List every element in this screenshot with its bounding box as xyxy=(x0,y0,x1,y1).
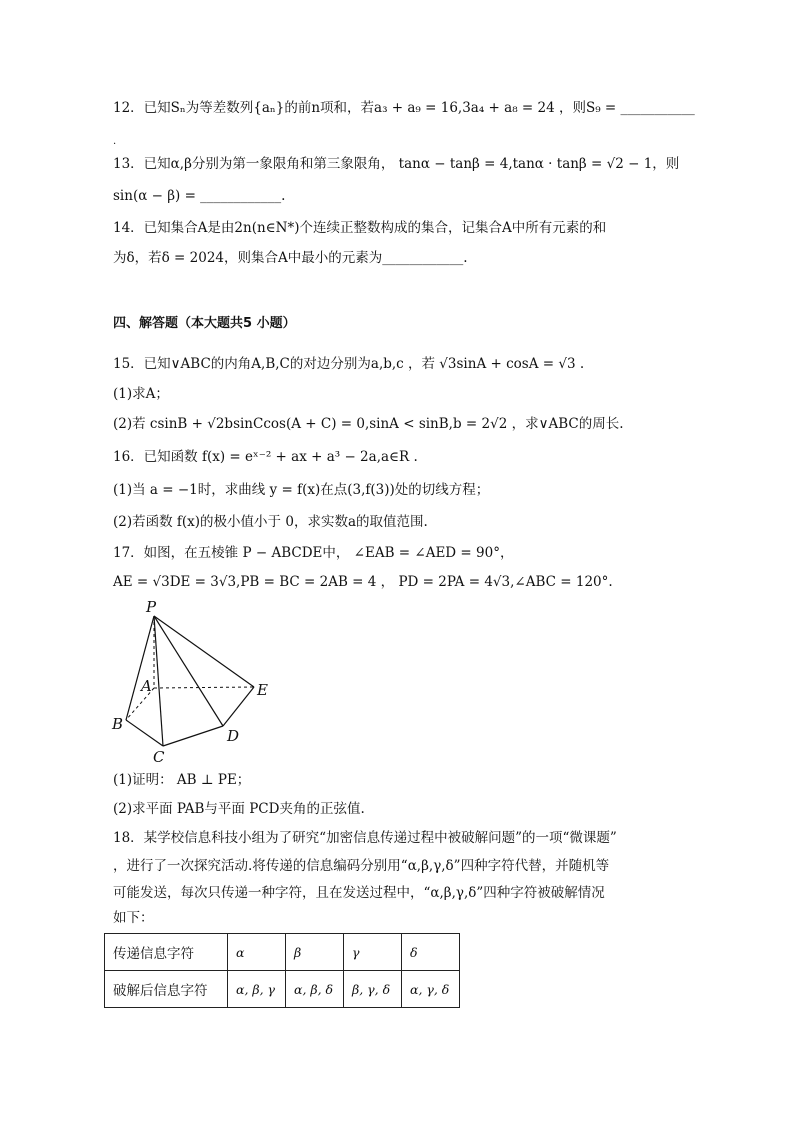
question-15-part1: (1)求A； xyxy=(113,386,169,402)
question-13-line1: 13．已知α,β分别为第一象限角和第三象限角， tanα − tanβ = 4,tanα · tanβ = √2 − 1，则 xyxy=(113,156,680,172)
cipher-table xyxy=(104,933,460,1008)
edge-PC xyxy=(154,616,163,746)
table-cell: β xyxy=(286,934,344,971)
question-13-line2: sin(α − β) = ____________. xyxy=(113,188,286,204)
question-16-part2: (2)若函数 f(x)的极小值小于 0，求实数a的取值范围. xyxy=(113,514,428,530)
table-row xyxy=(105,971,460,1008)
section-title: 四、解答题（本大题共5 小题） xyxy=(113,316,296,331)
edge-DE xyxy=(223,687,254,726)
question-17-stem: 17．如图，在五棱锥 P − ABCDE中， ∠EAB = ∠AED = 90°， xyxy=(113,545,514,561)
table-cell: α, γ, δ xyxy=(402,971,460,1008)
table-cell: α, β, δ xyxy=(286,971,344,1008)
edge-PE xyxy=(154,616,254,687)
question-18-line3: 可能发送，每次只传递一种字符，且在发送过程中，“α,β,γ,δ”四种字符被破解情况 xyxy=(113,885,605,901)
question-17-part2: (2)求平面 PAB与平面 PCD夹角的正弦值. xyxy=(113,801,365,817)
question-17-conditions: AE = √3DE = 3√3,PB = BC = 2AB = 4 ， PD = 2PA = 4√3,∠ABC = 120°. xyxy=(113,574,613,590)
question-17-part1: (1)证明： AB ⊥ PE； xyxy=(113,772,251,788)
question-16-stem: 16．已知函数 f(x) = eˣ⁻² + ax + a³ − 2a,a∈R . xyxy=(113,449,418,465)
table-cell: α, β, γ xyxy=(228,971,286,1008)
edge-PD xyxy=(154,616,223,726)
question-16-part1: (1)当 a = −1时，求曲线 y = f(x)在点(3,f(3))处的切线方程； xyxy=(113,482,490,498)
table-row-header: 破解后信息字符 xyxy=(105,971,228,1008)
table-cell: β, γ, δ xyxy=(344,971,402,1008)
stray-period: . xyxy=(113,136,117,147)
question-18-line1: 18．某学校信息科技小组为了研究“加密信息传递过程中被破解问题”的一项“微课题” xyxy=(113,830,617,846)
label-P: P xyxy=(146,598,157,616)
table-row xyxy=(105,934,460,971)
question-18-line4: 如下： xyxy=(113,910,154,926)
question-14-line1: 14．已知集合A是由2n(n∈N*)个连续正整数构成的集合，记集合A中所有元素的和 xyxy=(113,220,607,236)
question-14-line2: 为δ，若δ = 2024，则集合A中最小的元素为____________. xyxy=(113,250,468,266)
label-B: B xyxy=(112,715,124,733)
label-C: C xyxy=(153,748,165,766)
label-D: D xyxy=(227,727,240,745)
question-15-part2: (2)若 csinB + √2bsinCcos(A + C) = 0,sinA < sinB,b = 2√2 ，求∨ABC的周长. xyxy=(113,416,624,432)
label-E: E xyxy=(257,681,268,699)
table-row-header: 传递信息字符 xyxy=(105,934,228,971)
question-18-line2: ，进行了一次探究活动.将传递的信息编码分别用“α,β,γ,δ”四种字符代替，并随机等 xyxy=(113,858,610,874)
edge-CD xyxy=(163,726,223,746)
edge-PB xyxy=(126,616,154,720)
label-A: A xyxy=(141,677,152,695)
pyramid-figure xyxy=(108,598,288,768)
question-15-stem: 15．已知∨ABC的内角A,B,C的对边分别为a,b,c ，若 √3sinA + cosA = √3 . xyxy=(113,356,585,372)
table-cell: γ xyxy=(344,934,402,971)
edge-BC xyxy=(126,720,163,746)
table-cell: δ xyxy=(402,934,460,971)
table-cell: α xyxy=(228,934,286,971)
edge-AE xyxy=(154,687,254,688)
question-12: 12．已知Sₙ为等差数列{aₙ}的前n项和，若a₃ + a₉ = 16,3a₄ + a₈ = 24 ，则S₉ = ___________ xyxy=(113,100,695,116)
